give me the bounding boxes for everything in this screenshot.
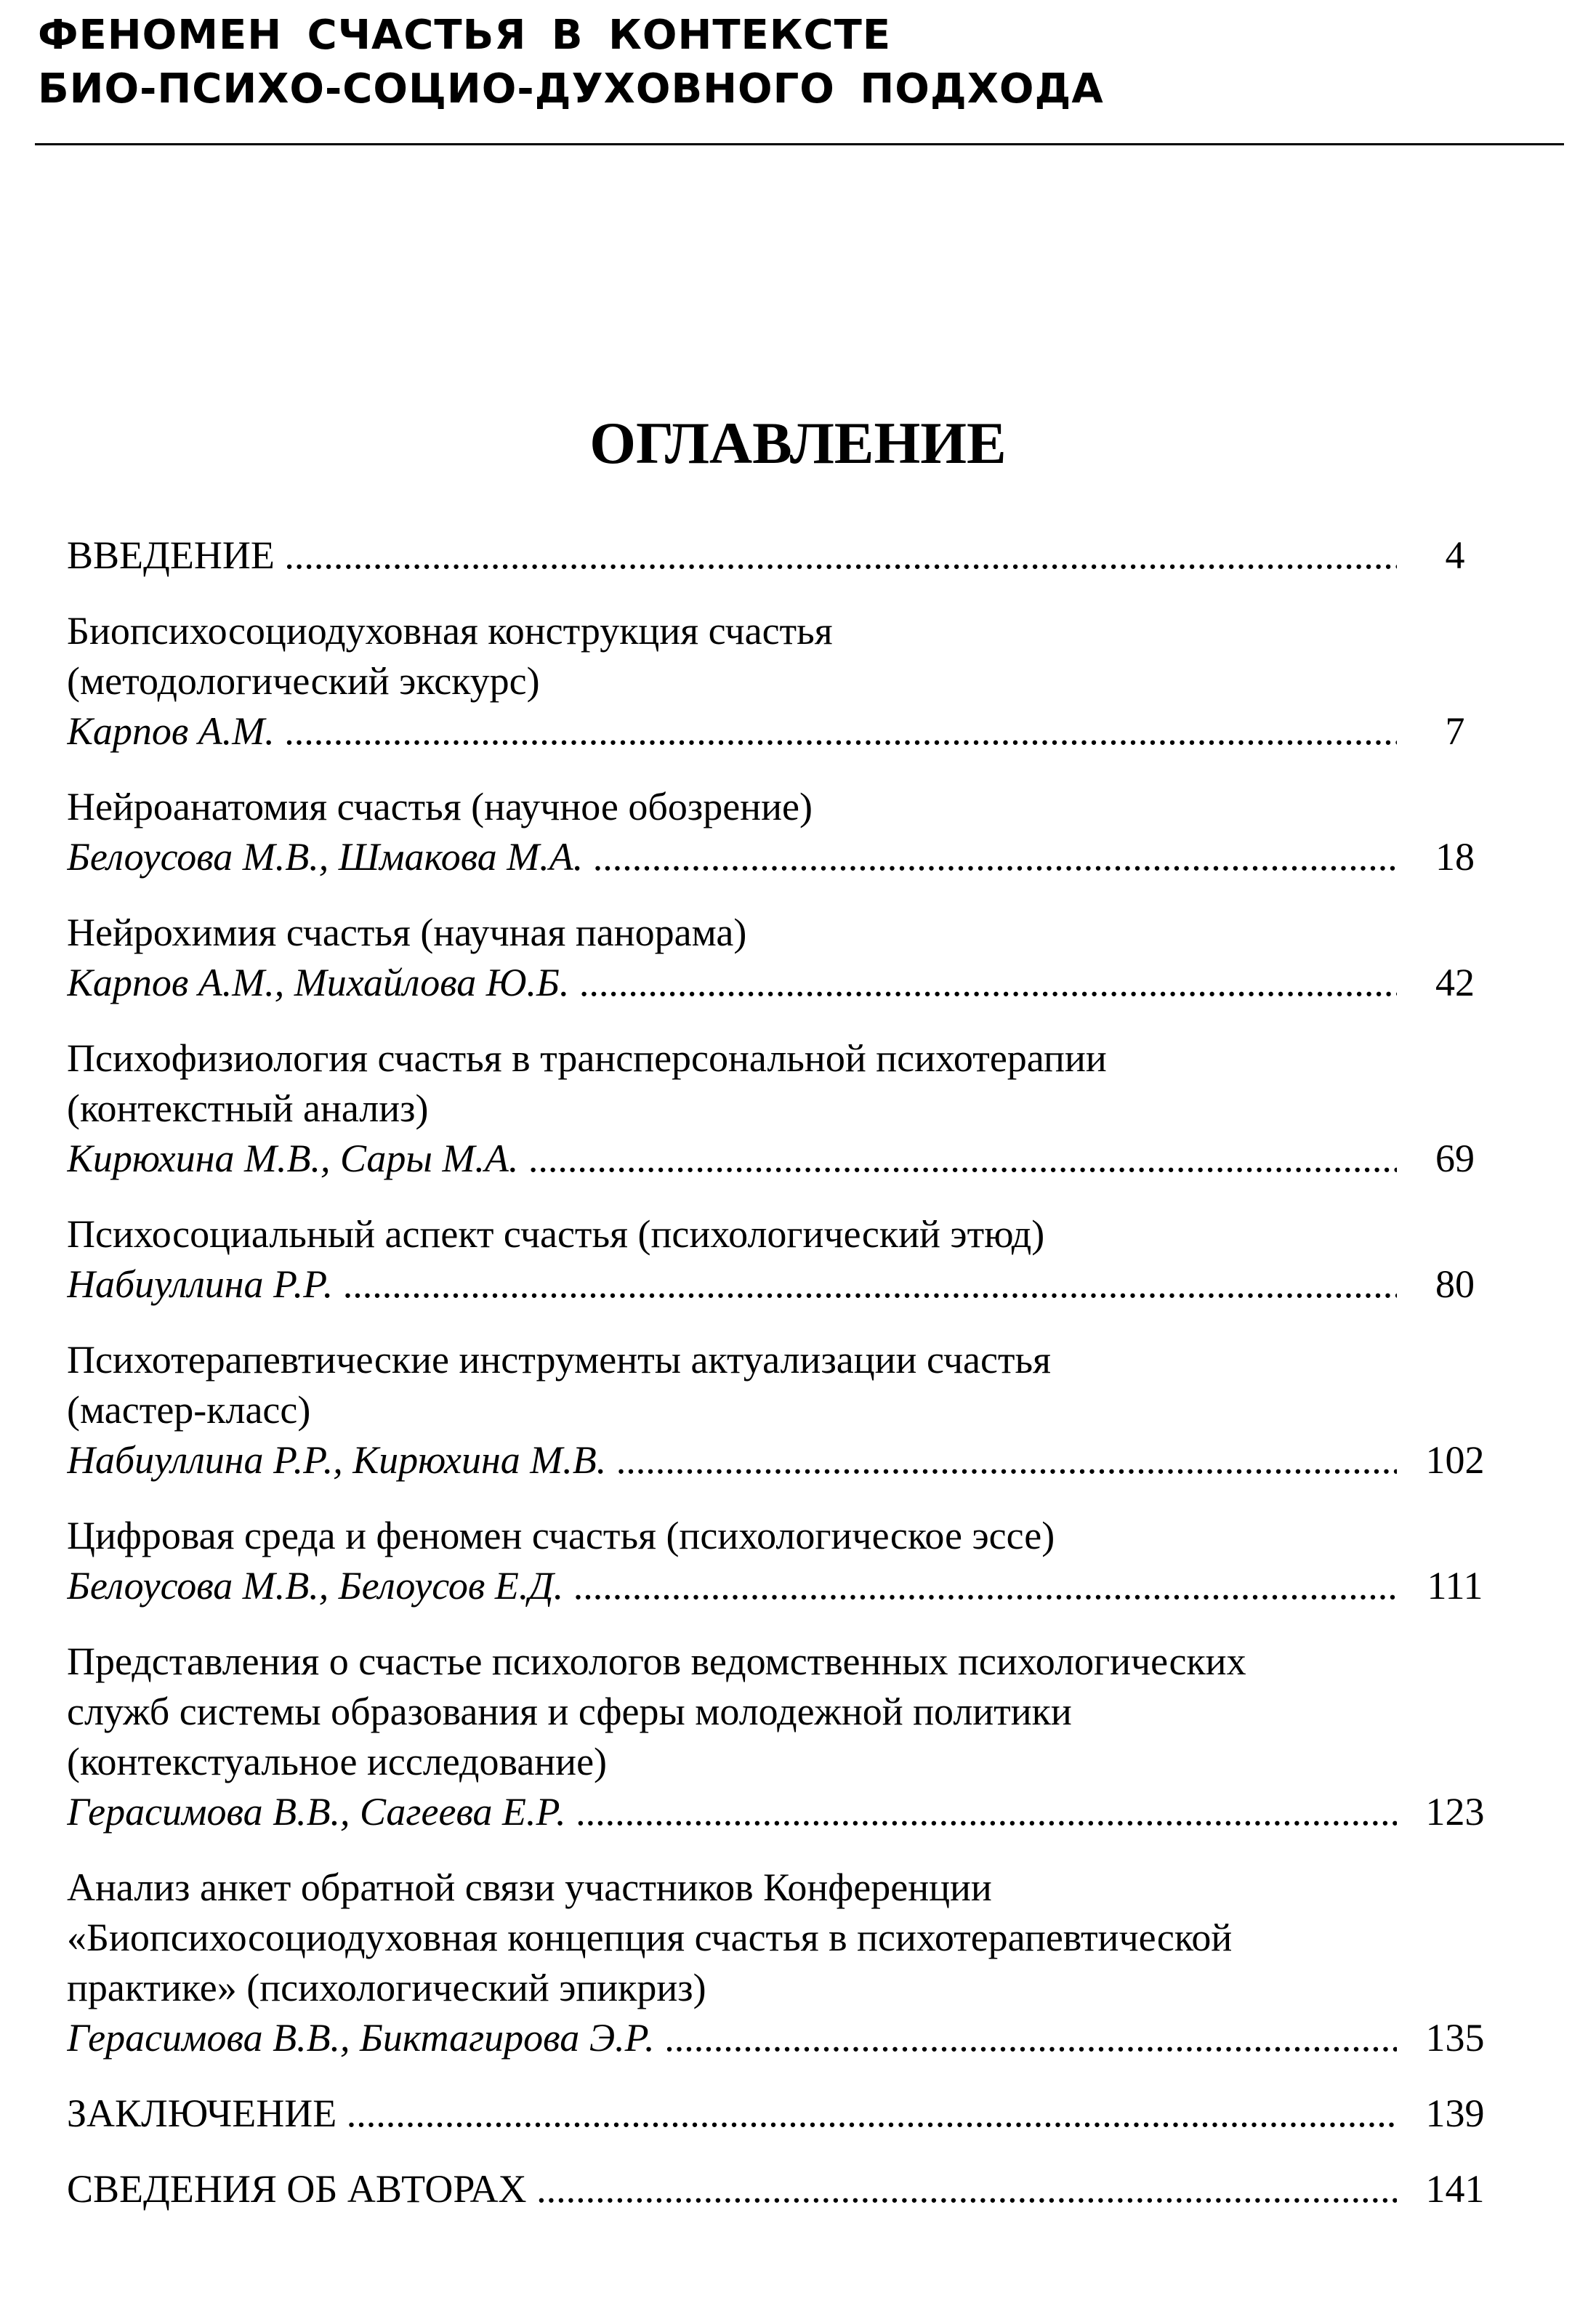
- toc-entry-page-number: 123: [1425, 1790, 1485, 1834]
- toc-entry-row: [67, 1259, 1513, 1310]
- toc-entry-title-line: Психофизиология счастья в трансперсональной психотерапии: [67, 1036, 1107, 1080]
- toc-entry-authors: Белоусова М.В., Белоусов Е.Д. .....: [67, 1561, 1397, 1611]
- toc-entry: [67, 1863, 1513, 2063]
- toc-entry-row: [67, 2164, 1513, 2214]
- toc-entry-row: [67, 2013, 1513, 2063]
- toc-entry-row: [67, 958, 1513, 1008]
- toc-entry-title-line: Представления о счастье психологов ведомственных психологических: [67, 1640, 1246, 1683]
- running-header-line-1: ФЕНОМЕН СЧАСТЬЯ В КОНТЕКСТЕ: [38, 12, 892, 59]
- toc-entry-row: [67, 706, 1513, 757]
- toc-entry: [67, 531, 1513, 581]
- toc-entry-page-number: 18: [1435, 835, 1475, 879]
- toc-entry-page-number: 4: [1445, 533, 1465, 577]
- toc-entry-authors: Герасимова В.В., Сагеева Е.Р. .....: [67, 1787, 1397, 1837]
- toc-entry-title-line: (методологический экскурс): [67, 659, 540, 703]
- toc-entry-label: ЗАКЛЮЧЕНИЕ .....: [67, 2089, 1397, 2139]
- toc-entry: [67, 1335, 1513, 1485]
- toc-entry-authors: Белоусова М.В., Шмакова М.А. .....: [67, 832, 1397, 882]
- header-rule: [35, 143, 1564, 145]
- toc-entry-title-line: Нейрохимия счастья (научная панорама): [67, 911, 747, 954]
- running-header-line-2: БИО-ПСИХО-СОЦИО-ДУХОВНОГО ПОДХОДА: [38, 65, 1104, 113]
- toc-entry: [67, 1033, 1513, 1184]
- toc-entry-authors: Кирюхина М.В., Сары М.А. .....: [67, 1134, 1397, 1184]
- toc-entry-row: [67, 832, 1513, 882]
- toc-entry-title-line: (контекстуальное исследование): [67, 1740, 608, 1783]
- toc-entry-title-line: практике» (психологический эпикриз): [67, 1966, 706, 2009]
- toc-entry: [67, 2089, 1513, 2139]
- toc-entry-title-line: Психосоциальный аспект счастья (психологический этюд): [67, 1212, 1045, 1256]
- toc-entry-title-line: служб системы образования и сферы молодежной политики: [67, 1690, 1072, 1733]
- toc-entry-label: СВЕДЕНИЯ ОБ АВТОРАХ .....: [67, 2164, 1397, 2214]
- toc-entry: [67, 782, 1513, 882]
- toc-entry-title-line: (мастер-класс): [67, 1388, 311, 1432]
- toc-entry-page-number: 42: [1435, 961, 1475, 1004]
- toc-entry: [67, 2164, 1513, 2214]
- toc-entry-title-line: «Биопсихосоциодуховная концепция счастья в психотерапевтической: [67, 1916, 1233, 1959]
- toc-entry-title-line: (контекстный анализ): [67, 1086, 429, 1130]
- toc-title: ОГЛАВЛЕНИЕ: [589, 410, 1007, 476]
- toc-entry-page-number: 80: [1435, 1262, 1475, 1306]
- toc-entry-title-line: Цифровая среда и феномен счастья (психологическое эссе): [67, 1514, 1055, 1557]
- toc-entry-authors: Набиуллина Р.Р. .....: [67, 1259, 1397, 1310]
- table-of-contents: [67, 531, 1513, 2240]
- toc-entry-authors: Карпов А.М., Михайлова Ю.Б. .....: [67, 958, 1397, 1008]
- toc-entry: [67, 908, 1513, 1008]
- toc-entry-page-number: 102: [1425, 1438, 1485, 1482]
- toc-entry-row: [67, 1134, 1513, 1184]
- toc-entry-title-line: Анализ анкет обратной связи участников Конференции: [67, 1866, 992, 1909]
- toc-entry-row: [67, 2089, 1513, 2139]
- toc-entry-authors: Карпов А.М. .....: [67, 706, 1397, 757]
- toc-entry-page-number: 141: [1425, 2167, 1485, 2211]
- toc-entry-title-line: Нейроанатомия счастья (научное обозрение): [67, 785, 813, 828]
- toc-entry-page-number: 135: [1425, 2016, 1485, 2060]
- toc-entry-page-number: 139: [1425, 2092, 1485, 2135]
- toc-entry-page-number: 111: [1427, 1564, 1483, 1608]
- toc-entry-authors: Набиуллина Р.Р., Кирюхина М.В. .....: [67, 1435, 1397, 1485]
- toc-entry: [67, 1511, 1513, 1611]
- toc-entry-title-line: Биопсихосоциодуховная конструкция счастья: [67, 609, 833, 653]
- toc-entry-row: [67, 531, 1513, 581]
- toc-entry-label: ВВЕДЕНИЕ .....: [67, 531, 1397, 581]
- toc-entry: [67, 1209, 1513, 1310]
- toc-entry-row: [67, 1561, 1513, 1611]
- toc-entry-page-number: 7: [1445, 709, 1465, 753]
- toc-entry-authors: Герасимова В.В., Биктагирова Э.Р. .....: [67, 2013, 1397, 2063]
- toc-entry-row: [67, 1787, 1513, 1837]
- toc-entry: [67, 1637, 1513, 1837]
- toc-entry-row: [67, 1435, 1513, 1485]
- toc-entry-page-number: 69: [1435, 1137, 1475, 1180]
- toc-entry: [67, 606, 1513, 757]
- running-header: [38, 9, 1564, 116]
- toc-entry-title-line: Психотерапевтические инструменты актуализации счастья: [67, 1338, 1051, 1382]
